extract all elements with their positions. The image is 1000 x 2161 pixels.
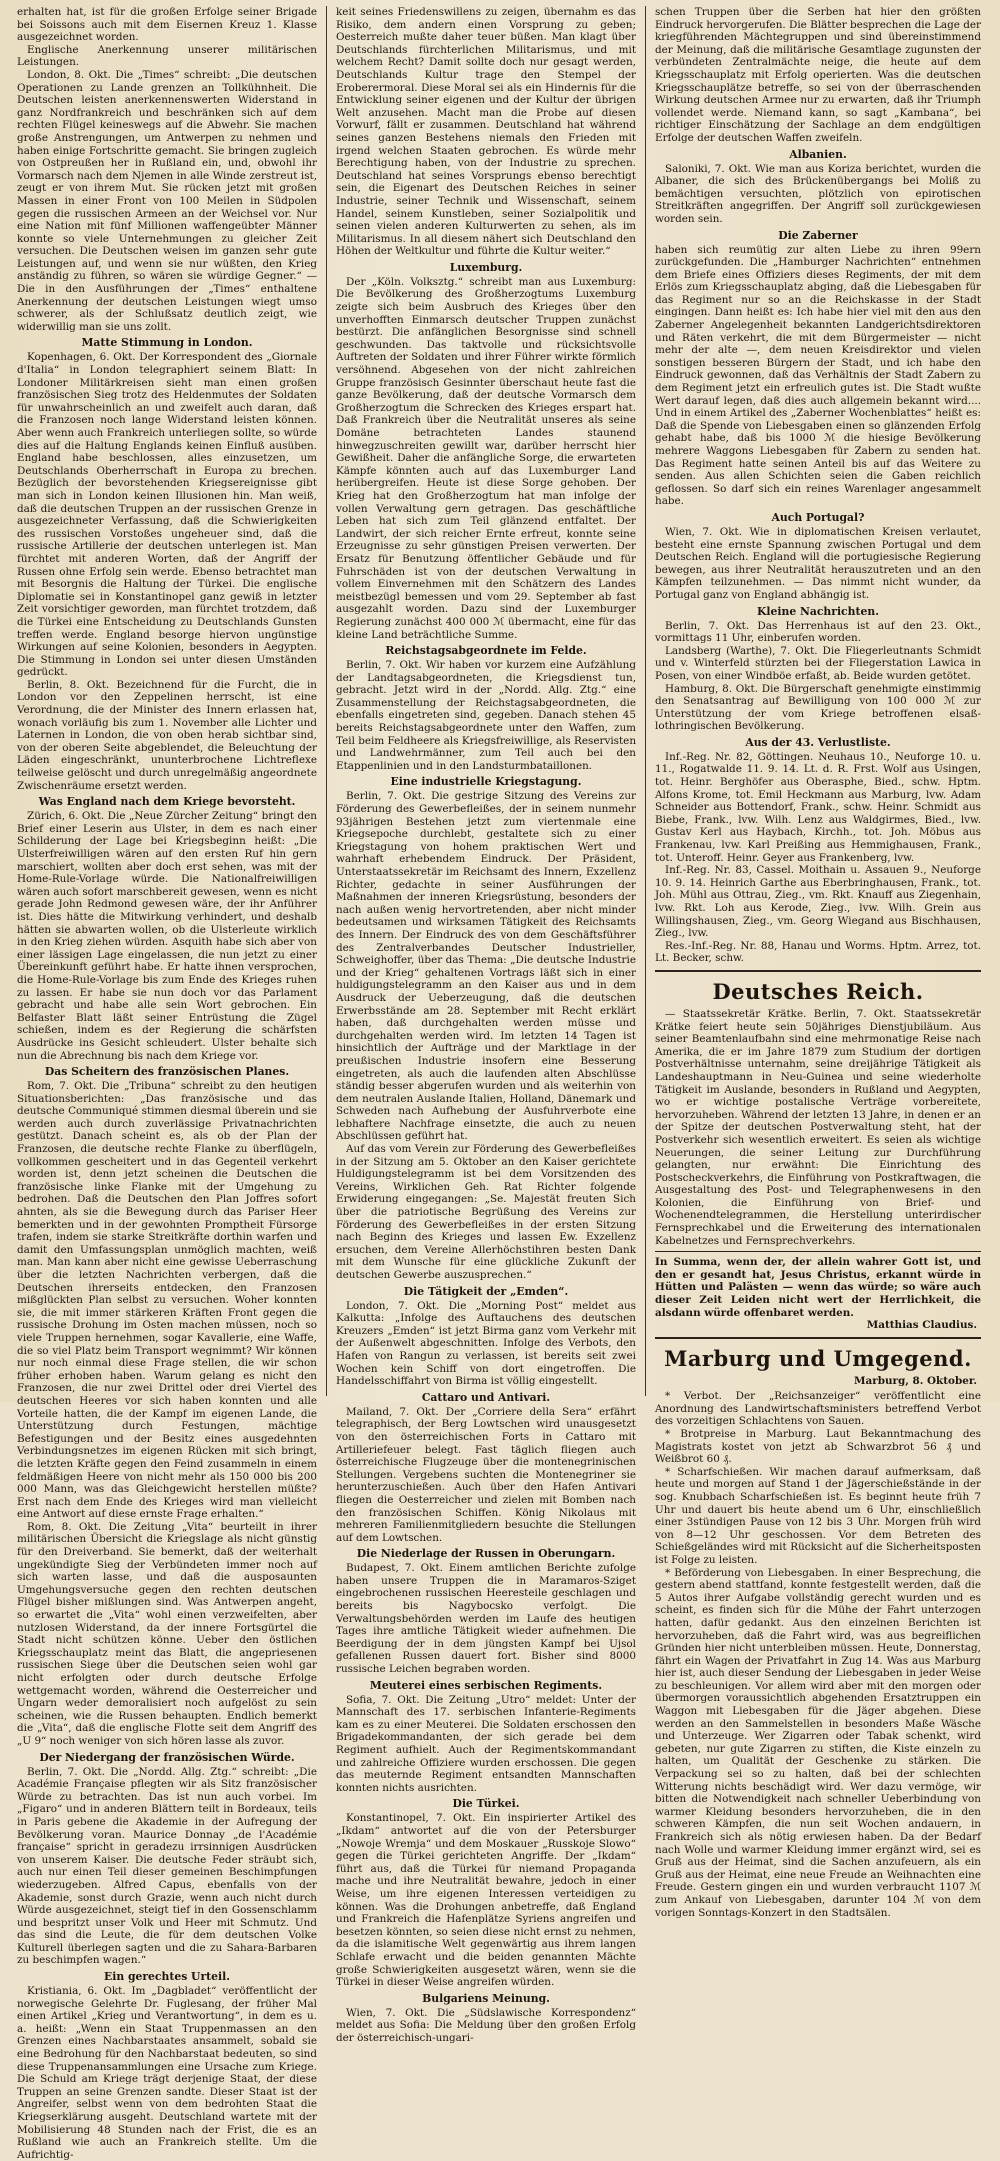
section-heading: Deutsches Reich. [712,978,924,1004]
dateline: Marburg, 8. Oktober. [854,1375,977,1388]
article-text: Wien, 7. Okt. Wie in diplomatischen Kreisen verlautet, besteht eine ernste Spannung zwischen Portugal und dem Deutschen Reich. England will die portugiesische Regierung bewegen, aus ihrer Neutralität herauszutreten und an den Kämpfen teilzunehmen. — Das nimmt nicht wunder, da Portugal ganz von England abhängig ist. [655,525,981,601]
article-text: * Verbot. Der „Reichsanzeiger“ veröffentlicht eine Anordnung des Landwirtschaftsministers betreffend Verbot des vorzeitigen Schlachtens von Sauen. [655,1390,981,1428]
article-heading: Der Niedergang der französischen Würde. [39,1750,295,1764]
article-heading: Albanien. [789,147,847,161]
article-text: haben sich reumütig zur alten Liebe zu ihren 99ern zurückgefunden. Die „Hamburger Nachrichten“ entnehmen dem Briefe eines Offiziers dieses Regiments, der mit dem Erlös zum Kriegsschauplatz abging, daß die Liebesgaben für das Regiment nur so an die Reichskasse in der Stadt eingingen. Dann heißt es: Ich habe hier viel mit den aus den Zaberner Angelegenheit bekannten Landgerichtsdirektoren und Räten verkehrt, die mit dem Bürgermeister — nicht mehr der alte —, dem neuen Kreisdirektor und vielen sonstigen besseren Bürgern der Stadt, und ich habe den Eindruck gewonnen, daß das Verhältnis der Stadt Zabern zu dem Regiment jetzt ein erfreulich gutes ist. Die Stadt wußte Wert darauf legen, daß dies auch allgemein bekannt wird.... Und in einem Artikel des „Zaberner Wochenblattes“ heißt es: Daß die Spende von Liebesgaben einen so glänzenden Erfolg gehabt habe, daß bis 1000 ℳ die hiesige Bevölkerung mehrere Waggons Liebesgaben für Zabern zu senden hat. Das Regiment hatte seinen Anteil bis auf das Weitere zu senden. Aus allen Schichten seien die Gaben reichlich geflossen. So darf sich ein reines Warenlager angesammelt habe. [655,243,981,508]
article-text: Budapest, 7. Okt. Einem amtlichen Berichte zufolge haben unsere Truppen die in Maramaros-Sziget eingebrochenen russischen Heeresteile geschlagen und bereits bis Nagybocsko verfolgt. Die Verwaltungsbehörden werden im Laufe des heutigen Tages ihre amtliche Tätigkeit wieder aufnehmen. Die Beerdigung der in dem jüngsten Kampf bei Ujsol gefallenen Russen dauert fort. Bisher sind 8000 russische Leichen begraben worden. [336,1562,636,1676]
article-text: Hamburg, 8. Okt. Die Bürgerschaft genehmigte einstimmig den Senatsantrag auf Bewilligung von 100 000 ℳ zur Unterstützung der vom Kriege betroffenen elsaß-lothringischen Bevölkerung. [655,682,981,733]
article-text: Rom, 7. Okt. Die „Tribuna“ schreibt zu den heutigen Situationsberichten: „Das französische und das deutsche Communiqué stimmen diesmal überein und sie werden auch durch zuverlässige Privatnachrichten gestützt. Danach scheint es, als ob der Plan der Franzosen, die deutsche rechte Flanke zu überflügeln, vollkommen gescheitert und in das Gegenteil verkehrt worden ist, denn jetzt scheinen die Deutschen die französische linke Flanke mit der Umgehung zu bedrohen. Daß die Deutschen den Plan Joffres sofort ahnten, als sie die Bewegung durch das Pariser Heer bemerkten und in der gewohnten Promptheit Fürsorge trafen, indem sie starke Streitkräfte dorthin warfen und damit den Umfassungsplan unmöglich machten, weiß man. Man kann aber nicht eine gewisse Ueberraschung über die letzten Nachrichten verbergen, daß die Deutschen ihrerseits entdecken, den Franzosen mißglückten Plan selbst zu versuchen. Woher konnten sie, die mit immer stärkeren Kräften Front gegen die russische Drohung im Osten machen müssen, noch so viele Truppen hernehmen, sogar Kavallerie, eine Waffe, die so viel Platz beim Transport wegnimmt? Wir können nur noch einmal diese Frage stellen, die wir schon früher erhoben haben. Warum gelang es nicht den Franzosen, die nur zwei Drittel oder drei Viertel des deutschen Heeres vor sich haben konnten und alle Vorteile hatten, die der Kampf im eigenen Lande, die Unterstützung durch Festungen, mächtige Befestigungen und der Besitz eines ausgedehnten Verbindungsnetzes im eigenen Rücken mit sich bringt, die letzten Kräfte gegen den Feind zusammeln in einem feldmäßigen Heere von nicht mehr als 150 000 bis 200 000 Mann, was das Gleichgewicht herstellen müßte? Erst nach dem Ende des Krieges wird man vielleicht eine Antwort auf diese ernste Frage erhalten.“ [17,1080,317,1521]
article-text: Berlin, 7. Okt. Das Herrenhaus ist auf den 23. Okt., vormittags 11 Uhr, einberufen worden. [655,619,981,645]
article-heading: Reichstagsabgeordnete im Felde. [385,644,587,658]
article-text: Englische Anerkennung unserer militärischen Leistungen. [17,43,317,69]
section-divider [655,1251,981,1252]
article-heading: Die Niederlage der Russen in Oberungarn. [356,1547,616,1561]
article-text: Landsberg (Warthe), 7. Okt. Die Fliegerleutnants Schmidt und v. Winterfeld stürzten bei der Fliegerstation Lawica in Posen, von einer Windböe erfaßt, ab. Beide wurden getötet. [655,644,981,682]
article-text: Berlin, 8. Okt. Bezeichnend für die Furcht, die in London vor den Zeppelinen herrscht, ist eine Verordnung, die der Minister des Innern erlassen hat, wonach vorläufig bis zum 1. November alle Lichter und Laternen in London, die von oben herab sichtbar sind, von der oberen Seite abgeblendet, die Beleuchtung der Läden eingeschränkt, ununterbrochene Lichtreflexe teilweise gelöscht und durch unregelmäßig angeordnete Zwischenräume ersetzt werden. [17,678,317,792]
article-heading: Aus der 43. Verlustliste. [745,735,891,749]
section-divider [655,970,981,972]
article-heading: Was England nach dem Kriege bevorsteht. [38,795,296,809]
article-text: * Scharfschießen. Wir machen darauf aufmerksam, daß heute und morgen auf Stand 1 der Jägerschießstände in der sog. Knubbach Scharfschießen ist. Es beginnt heute früh 7 Uhr und dauert bis heute abend um 6 Uhr, einschließlich einer 3stündigen Pause von 12 bis 3 Uhr. Morgen früh wird von 8—12 Uhr geschossen. Vor dem Betreten des Schießgeländes wird mit Rücksicht auf die Sicherheitsposten ist Folge zu leisten. [655,1465,981,1566]
article-text: Kopenhagen, 6. Okt. Der Korrespondent des „Giornale d'Italia“ in London telegraphiert seinem Blatt: In Londoner Militärkreisen sieht man einen großen französischen Sieg trotz des Heldenmutes der Soldaten für unwahrscheinlich an und zweifelt auch daran, daß die Franzosen noch lange Widerstand leisten können. Aber wenn auch Frankreich unterliegen sollte, so würde dies auf die Haltung Englands keinen Einfluß ausüben. England habe beschlossen, alles einzusetzen, um Deutschlands Oberherrschaft in Europa zu brechen. Bezüglich der bevorstehenden Kriegsereignisse gibt man sich in London keinen Illusionen hin. Man weiß, daß die deutschen Truppen an der russischen Grenze in ausgezeichneter Verfassung, daß die Schwierigkeiten des russischen Vorstoßes ungeheuer sind, daß die russische Artillerie der deutschen unterlegen ist. Man fürchtet mit anderen Worten, daß der Angriff der Russen ohne Erfolg sein werde. Ebenso betrachtet man mit Besorgnis die Haltung der Türkei. Die englische Diplomatie sei in Konstantinopel ganz gewiß in letzter Zeit vorsichtiger geworden, man fürchtet trotzdem, daß die Türkei eine Entscheidung zu Deutschlands Gunsten treffen werde. England besorge hiervon ungünstige Wirkungen auf seine Kolonien, besonders in Aegypten. Die Stimmung in London sei unter diesen Umständen gedrückt. [17,351,317,679]
column-left [8,6,326,2161]
article-heading: Die Türkei. [452,1797,520,1811]
article-heading: Matte Stimmung in London. [81,336,253,350]
article-text: Wien, 7. Okt. Die „Südslawische Korrespondenz“ meldet aus Sofia: Die Meldung über den großen Erfolg der österreichisch-ungari- [336,2006,636,2044]
article-heading: Auch Portugal? [771,510,865,524]
article-text: * Brotpreise in Marburg. Laut Bekanntmachung des Magistrats kostet von jetzt ab Schwarzbrot 56 ₰ und Weißbrot 60 ₰. [655,1428,981,1466]
article-text: Der „Köln. Volksztg.“ schreibt man aus Luxemburg: Die Bevölkerung des Großherzogtums Luxemburg zeigte sich beim Ausbruch des Krieges über den unverhofften Einmarsch deutscher Truppen zunächst bestürzt. Die anfänglichen Besorgnisse sind schnell geschwunden. Das taktvolle und rücksichtsvolle Auftreten der Soldaten und ihrer Führer wirkte förmlich versöhnend. Abgesehen von der nicht zahlreichen Gruppe französisch Gesinnter überschaut heute fast die ganze Bevölkerung, daß der deutsche Vormarsch dem Großherzogtum die Schrecken des Krieges erspart hat. Daß Frankreich über die Neutralität unseres als seine Domäne betrachteten Landes staunend hinwegzuschreiten gewillt war, darüber herrscht hier Gewißheit. Daher die anfängliche Sorge, die erwarteten Kämpfe könnten auch auf das Luxemburger Land herübergreifen. Heute ist diese Sorge gehoben. Der Krieg hat den Großherzogtum hat man infolge der vollen Verwaltung gern getragen. Das geschäftliche Leben hat sich zum Teil glänzend entfaltet. Der Landwirt, der sich reicher Ernte erfreut, konnte seine Erzeugnisse zu sehr günstigen Preisen verwerten. Der Ersatz für Benutzung öffentlicher Gebäude und für Fuhrschäden ist von der deutschen Verwaltung in vollem Einvernehmen mit den Schätzern des Landes meistbezügl bemessen und vom 29. September ab fast ausgezahlt worden. Dazu sind der Luxemburger Regierung zunächst 400 000 ℳ übermacht, eine für das kleine Land beträchtliche Summe. [336,275,636,641]
article-text: erhalten hat, ist für die großen Erfolge seiner Brigade bei Soissons auch mit dem Eisernen Kreuz 1. Klasse ausgezeichnet worden. [17,6,317,44]
article-heading: Die Tätigkeit der „Emden“. [403,1284,569,1298]
column-right [646,6,990,1919]
quote-text: In Summa, wenn der, der allein wahrer Gott ist, und den er gesandt hat, Jesus Christus, erkannt würde in Hütten und Palästen — wenn das würde; so wäre auch dieser Zeit Leiden nicht wert der Herrlichkeit, die alsdann würde offenbaret werden. [655,1256,981,1319]
article-text: Mailand, 7. Okt. Der „Corriere della Sera“ erfährt telegraphisch, der Berg Lowtschen wird unausgesetzt von den österreichischen Forts in Cattaro mit Artilleriefeuer belegt. Fast täglich fliegen auch österreichische Flugzeuge über die montenegrinischen Stellungen. Vergebens suchten die Montenegriner sie herunterzuschießen. Auch über den Hafen Antivari fliegen die Oesterreicher und zielen mit Bomben nach den französischen Schiffen. König Nikolaus mit mehreren Familienmitgliedern besuchte die Stellungen auf dem Lowtschen. [336,1405,636,1544]
section-divider [655,1337,981,1339]
article-text: Res.-Inf.-Reg. Nr. 88, Hanau und Worms. Hptm. Arrez, tot. Lt. Becker, schw. [655,939,981,965]
article-text: Zürich, 6. Okt. Die „Neue Zürcher Zeitung“ bringt den Brief einer Leserin aus Ulster, in dem es nach einer Schilderung der Lage bei Kriegsbeginn heißt: „Die Ulsterfreiwilligen wären auf den ersten Ruf hin gern marschiert, wollten aber doch erst sehen, was mit der Home-Rule-Vorlage würde. Die Nationalfreiwilligen wären auch sofort marschbereit gewesen, wenn es nicht gerade John Redmond gewesen wäre, der ihr Anführer ist. Dies hätte die Mitwirkung verhindert, und deshalb hätten sie abwarten wollen, ob die Ulsterleute wirklich in den Krieg ziehen würden. Asquith habe sich aber von einer lässigen Lage eingelassen, die nun jetzt zu einer Übereinkunft geführt habe. Er hatte ihnen versprochen, die Home-Rule-Vorlage bis zum Ende des Krieges ruhen zu lassen. Er habe sie nun doch vor das Parlament gebracht und habe alle sein Wort gebrochen. Ein Belfaster Blatt läßt seiner Entrüstung die Zügel schießen, indem es der Regierung die schärfsten Ausdrücke ins Gesicht schleudert. Ulster behalte sich nun die Abrechnung bis nach dem Kriege vor. [17,810,317,1062]
section-heading: Marburg und Umgegend. [664,1346,972,1372]
article-heading: Cattaro und Antivari. [421,1390,551,1404]
article-text: Inf.-Reg. Nr. 83, Cassel. Moithain u. Assauen 9., Neuforge 10. 9. 14. Heinrich Garthe aus Eberbringhausen, Frank., tot. Joh. Mühl aus Ottrau, Zieg., vm. Rkt. Knauff aus Ziegenhain, lvw. Rkt. Loh aus Kerode, Zieg., lvw. Wilh. Grein aus Willingshausen, Zieg., vm. Georg Wiegand aus Bischhausen, Zieg., lvw. [655,864,981,940]
article-text: Sofia, 7. Okt. Die Zeitung „Utro“ meldet: Unter der Mannschaft des 17. serbischen Infanterie-Regiments kam es zu einer Meuterei. Die Soldaten erschossen den Brigadekommandanten, der sich gerade bei dem Regiment aufhielt. Auch der Regimentskommandant und zahlreiche Offiziere wurden erschossen. Die gegen das meuternde Regiment entsandten Mannschaften konnten nichts ausrichten. [336,1693,636,1794]
article-heading: Meuterei eines serbischen Regiments. [369,1678,603,1692]
article-heading: Die Zaberner [778,228,858,242]
article-text: Auf das vom Verein zur Förderung des Gewerbefleißes in der Sitzung am 5. Oktober an den Kaiser gerichtete Huldigungstelegramm ist bei dem Vorsitzenden des Vereins, Wirklichen Geh. Rat Richter folgende Erwiderung eingegangen: „Se. Majestät freuten Sich über die patriotische Begrüßung des Vereins zur Förderung des Gewerbefleißes in der ersten Sitzung nach Beginn des Krieges und lassen Ew. Exzellenz ersuchen, dem Vereine Allerhöchstihren besten Dank mit dem Wunsche für eine glückliche Zukunft der deutschen Gewerbe auszusprechen.“ [336,1143,636,1281]
article-text: Berlin, 7. Okt. Die gestrige Sitzung des Vereins zur Förderung des Gewerbefleißes, der in seinem nunmehr 93jährigen Bestehen jetzt zum viertenmale eine Kriegsepoche durchlebt, gestaltete sich zu einer Kriegstagung von hohem praktischen Wert und wahrhaft erhebendem Eindruck. Der Präsident, Unterstaatssekretär im Reichsamt des Innern, Exzellenz Richter, gedachte in seiner Ausführungen der Maßnahmen der inneren Kriegsrüstung, besonders der nach außen wenig hervortretenden, aber nicht minder bedeutsamen und wirksamen Tätigkeit des Reichsamts des Innern. Der Eindruck des von dem Geschäftsführer des Zentralverbandes Deutscher Industrieller, Schweighoffer, über das Thema: „Die deutsche Industrie und der Krieg“ gehaltenen Vortrags läßt sich in einer huldigungstelegramm an den Kaiser aus und in dem Ausdruck der Ueberzeugung, daß die deutschen Erwerbsstände am 28. September mit Recht erklärt haben, daß durchgehalten werden müsse und durchgehalten werden wird. Im letzten 14 Tagen ist hinsichtlich der Aufträge und der Marktlage in der preußischen Industrie insofern eine Besserung eingetreten, als auch die laufenden alten Abschlüsse ständig besser abgerufen wurden und als weiterhin von dem neutralen Auslande Italien, Holland, Dänemark und Schweden nach Aufhebung der Ausfuhrverbote eine lebhaftere Nachfrage einsetzte, die auch zu neuen Abschlüssen geführt hat. [336,790,636,1143]
article-text: Saloniki, 7. Okt. Wie man aus Koriza berichtet, wurden die Albaner, die sich des Brückenübergangs bei Moliß zu bemächtigen versuchten, plötzlich von epirotischen Streitkräften angegriffen. Der Angriff soll zurückgewiesen worden sein. [655,162,981,225]
article-heading: Bulgariens Meinung. [422,1991,550,2005]
article-heading: Das Scheitern des französischen Planes. [44,1065,290,1079]
article-text: * Beförderung von Liebesgaben. In einer Besprechung, die gestern abend stattfand, konnte festgestellt werden, daß die 5 Autos ihrer Aufgabe vollständig gerecht wurden und es scheint, es finden sich für die Mühe der Fahrt unterzogen hatten, dafür gedankt. Aus den einzelnen Berichten ist hervorzuheben, daß die Fahrt wird, was aus begreiflichen Gründen hier nicht unterbleiben müssen. Heute, Donnerstag, fährt ein Wagen der Privatfahrt in Zug 14. Was aus Marburg hier ist, auch dieser Sendung der Liebesgaben in jeder Weise zu beschleunigen. Vor allem wird aber mit den morgen oder übermorgen voraussichtlich abgehenden Ersatztruppen ein Waggon mit Liebesgaben für die Jäger abgehen. Diese werden an den Sammelstellen in besonders Maße Wäsche und Unterzeuge. Wer Zigarren oder Tabak schenkt, wird gebeten, nur gute Zigarren zu stiften, die Kiste einzeln zu halten, um Qualität der Geschenke zu stärken. Die Verpackung sei so zu halten, daß bei der schlechten Witterung nichts beschädigt wird. Wer dazu vermöge, wir bitten die Notwendigkeit nach schneller Ueberbindung von warmer Kleidung besonders hervorzuheben, die in den schweren Kämpfen, die nun seit Wochen andauern, in Frankreich sich als nötig erwiesen haben. Da der Bedarf nach Wolle und warmer Kleidung immer ergänzt wird, sei es Gruß aus der Heimat, sind die Sachen anzufeuern, als ein Gruß aus der Heimat, eine neue Freude an Weihnachten eine Freude. Gestern gingen ein und wurden verbraucht 1107 ℳ zum Ankauf von Liebesgaben, darunter 104 ℳ von dem vorigen Sonntags-Konzert in den Stadtsälen. [655,1566,981,1919]
quote-author: Matthias Claudius. [866,1319,977,1332]
article-heading: Ein gerechtes Urteil. [104,1970,230,1984]
article-text: Kristiania, 6. Okt. Im „Dagbladet“ veröffentlicht der norwegische Gelehrte Dr. Fuglesang, der früher Mal einen Artikel „Krieg und Verantwortung“, in dem es u. a. heißt: „Wenn ein Staat Truppenmassen an den Grenzen eines Nachbarstaates ansammelt, sobald sie eine Bedrohung für den Nachbarstaat bedeuten, so sind diese Truppenansammlungen eine Ursache zum Kriege. Die Schuld am Kriege trägt derjenige Staat, der diese Truppen an seine Grenzen sandte. Dieser Staat ist der Angreifer, selbst wenn von dem bedrohten Staat die Kriegserklärung ausgeht. Deutschland wartete mit der Mobilisierung 48 Stunden nach der Frist, die es an Rußland wie auch an Frankreich stellte. Um die Aufrichtig- [17,1985,317,2161]
article-text: — Staatssekretär Krätke. Berlin, 7. Okt. Staatssekretär Krätke feiert heute sein 50jähriges Dienstjubiläum. Aus seiner Beamtenlaufbahn sind eine mehrmonatige Reise nach Amerika, die er im Jahre 1879 zum Studium der dortigen Postverhältnisse unternahm, seine dreijährige Tätigkeit als Landeshauptmann in Neu-Guinea und seine wiederholte Tätigkeit im Auslande, besonders in Rußland und Aegypten, wo er wichtige postalische Verträge vorbereitete, hervorzuheben. Während der letzten 13 Jahre, in denen er an der Spitze der deutschen Postverwaltung steht, hat der Postverkehr sich wesentlich erweitert. Es seien als wichtige Neuerungen, die seiner Leitung zur Durchführung gelangten, nur erwähnt: Die Einrichtung des Postscheckverkehrs, die Einführung von Postkraftwagen, die Ausgestaltung des Post- und Telegraphenwesens in den Kolonien, die Einführung von Brief- und Wochenendtelegrammen, die Herstellung unterirdischer Fernsprechkabel und die Erweiterung des internationalen Kabelnetzes und Fernsprechverkehrs. [655,1007,981,1247]
article-text: Inf.-Reg. Nr. 82, Göttingen. Neuhaus 10., Neuforge 10. u. 11., Rogatwalde 11. 9. 14. Lt. d. R. Frst. Wolf aus Usingen, tot. Heinr. Berghöfer aus Oberasphe, Bied., schw. Hptm. Alfons Krome, tot. Emil Heckmann aus Marburg, lvw. Adam Schneider aus Bottendorf, Frank., schw. Heinr. Schmidt aus Biebe, Frank., lvw. Wilh. Lenz aus Waldgirmes, Bied., lvw. Gustav Kerl aus Haybach, Kirchh., tot. Joh. Möbus aus Frankenau, lvw. Karl Preißing aus Hemmighausen, Frank., tot. Unteroff. Heinr. Geyer aus Frankenberg, lvw. [655,750,981,864]
article-text: keit seines Friedenswillens zu zeigen, übernahm es das Risiko, dem andern einen Vorsprung zu geben; Oesterreich mußte daher teuer büßen. Man klagt über Deutschlands fürchterlichen Militarismus, und mit welchem Recht? Damit sollte doch nur gesagt werden, Deutschlands Kultur trage den Stempel der Eroberermoral. Diese Moral sei als ein Hindernis für die Entwicklung seiner eigenen und der Kultur der übrigen Welt anzusehen. Macht man die Probe auf diesen Vorwurf, fällt er zusammen. Deutschland hat während seines ganzen Bestehens niemals den Frieden mit irgend welchen Staaten gebrochen. Es würde mehr Berechtigung haben, von der Industrie zu sprechen. Deutschland hat seines Vorsprungs ebenso berechtigt sein, die Eigenart des Deutschen Reiches in seiner Industrie, seiner Technik und Wissenschaft, seinem Handel, seinem Kunstleben, seiner Sozialpolitik und seinen vielen anderen Kulturwerten zu sehen, als im Militarismus. In all diesem nähert sich Deutschland den Höhen der Weltkultur und führte die Kultur weiter.“ [336,6,636,258]
article-text: London, 7. Okt. Die „Morning Post“ meldet aus Kalkutta: „Infolge des Auftauchens des deutschen Kreuzers „Emden“ ist jetzt Birma ganz vom Verkehr mit der Außenwelt abgeschnitten. Infolge des Verbots, den Hafen von Rangun zu verlassen, ist bereits seit zwei Wochen kein Schiff von dort eingetroffen. Die Handelsschiffahrt von Birma ist völlig eingestellt. [336,1299,636,1388]
article-text: Berlin, 7. Okt. Die „Nordd. Allg. Ztg.“ schreibt: „Die Académie Française pflegten wir als Sitz französischer Würde zu betrachten. Das ist nun auch vorbei. Im „Figaro“ und in anderen Blättern teilt in Bordeaux, teils in Paris gebene die Akademie in der Aufregung der Bevölkerung voran. Maurice Donnay „de l'Académie française“ spricht in geradezu irrsinnigen Ausdrücken von unserem Kaiser. Die deutsche Feder sträubt sich, auch nur einen Teil dieser gemeinen Beschimpfungen wiederzugeben. Alfred Capus, ebenfalls von der Akademie, sonst durch Grazie, wenn auch nicht durch Würde ausgezeichnet, steigt tief in den Gossenschlamm und bespritzt unser Volk und Heer mit Schmutz. Und das sind die Leute, die für dem deutschen Volke Kulturell überlegen sagten und die zu Sahara-Barbaren zu beschimpfen wagen.“ [17,1765,317,1967]
article-heading: Eine industrielle Kriegstagung. [390,775,582,789]
article-text: London, 8. Okt. Die „Times“ schreibt: „Die deutschen Operationen zu Lande grenzen an Tollkühnheit. Die Deutschen leisten anerkennenswerten Widerstand in ganz Nordfrankreich und beschränken sich auf dem rechten Flügel keineswegs auf die Abwehr. Sie machen große Anstrengungen, um Antwerpen zu nehmen und haben einige Fortschritte gemacht. Sie bringen zugleich von Ostpreußen her in Rußland ein, und, obwohl ihr Vormarsch nach dem Njemen in alle Winde zerstreut ist, zeugt er von ihrem Mut. Sie rücken jetzt mit großen Massen in einer Front von 100 Meilen in Südpolen gegen die russischen Armeen an der Weichsel vor. Nur eine Nation mit fünf Millionen waffengeübter Männer konnte so viele Unternehmungen zu gleicher Zeit versuchen. Die Deutschen weisen im ganzen sehr gute Leistungen auf, und wenn sie nur wüßten, den Krieg anständig zu führen, so wären sie würdige Gegner.“ — Die in den Ausführungen der „Times“ enthaltene Anerkennung der deutschen Leistungen wiegt umso schwerer, als der Schlußsatz deutlich zeigt, wie widerwillig man sie uns zollt. [17,68,317,333]
article-text: schen Truppen über die Serben hat hier den größten Eindruck hervorgerufen. Die Blätter besprechen die Lage der kriegführenden Mächtegruppen und sind übereinstimmend der Meinung, daß die militärische Gesamtlage zugunsten der verbündeten Zentralmächte neige, die heute auf dem Kriegsschauplatz mit Erfolg operierten. Was die deutschen Kriegsschauplätze betreffe, so sei von der überraschenden Wirkung deutschen Armee nur zu erwarten, daß ihr Triumph vollendet werde. Niemand kann, so sagt „Kambana“, bei richtiger Einschätzung der Sachlage an dem endgültigen Erfolge der deutschen Waffen zweifeln. [655,6,981,144]
article-text: Konstantinopel, 7. Okt. Ein inspirierter Artikel des „Ikdam“ antwortet auf die von der Petersburger „Nowoje Wremja“ und dem Moskauer „Russkoje Slowo“ gegen die Türkei gerichteten Angriffe. Der „Ikdam“ führt aus, daß die Türkei für niemand Propaganda mache und ihre Neutralität bewahre, jedoch in einer Weise, um ihre eigenen Interessen verteidigen zu können. Was die Drohungen anbetreffe, daß England und Frankreich die Hafenplätze Syriens angreifen und besetzen könnten, so seien diese nicht ernst zu nehmen, da die islamitische Welt gegenwärtig aus ihrem langen Schlafe erwacht und die beiden genannten Mächte große Schwierigkeiten ausgesetzt wären, wenn sie die Türkei in dieser Weise angreifen würden. [336,1812,636,1989]
column-middle [326,6,646,2044]
article-heading: Luxemburg. [449,260,523,274]
article-text: Berlin, 7. Okt. Wir haben vor kurzem eine Aufzählung der Landtagsabgeordneten, die Kriegsdienst tun, gebracht. Jetzt wird in der „Nordd. Allg. Ztg.“ eine Zusammenstellung der Reichstagsabgeordneten, die ebenfalls eingetreten sind, gegeben. Danach stehen 45 bereits Reichstagsabgeordnete unter den Waffen, zum Teil beim Feldheere als Kriegsfreiwillige, als Reservisten und Landwehrmänner, zum Teil auch bei den Etappenlinien und in den Landsturmbataillonen. [336,659,637,772]
article-text: Rom, 8. Okt. Die Zeitung „Vita“ beurteilt in ihrer militärischen Übersicht die Kriegslage als nicht günstig für den Dreiverband. Sie bemerkt, daß der weiterhalt ungekündigte Sieg der Verbündeten immer noch auf sich warten lasse, und daß die ausposaunten Umgehungsversuche gegen den rechten deutschen Flügel bisher mißlungen sind. Was Antwerpen angeht, so erwartet die „Vita“ wohl einen verzweifelten, aber nutzlosen Widerstand, da der innere Fortsgürtel die Stadt nicht schützen könne. Ueber den östlichen Kriegsschauplatz meint das Blatt, die angepriesenen russischen Siege über die Deutschen seien wohl gar nicht erfolgten oder durch deutsche Erfolge wettgemacht worden, während die Oesterreicher und Ungarn weder demoralisiert noch aufgelöst zu sein scheinen, wie die Russen behaupten. Endlich bemerkt die „Vita“, daß die englische Flotte seit dem Angriff des „U 9“ noch weniger von sich hören lasse als zuvor. [17,1520,317,1747]
article-heading: Kleine Nachrichten. [757,604,879,618]
